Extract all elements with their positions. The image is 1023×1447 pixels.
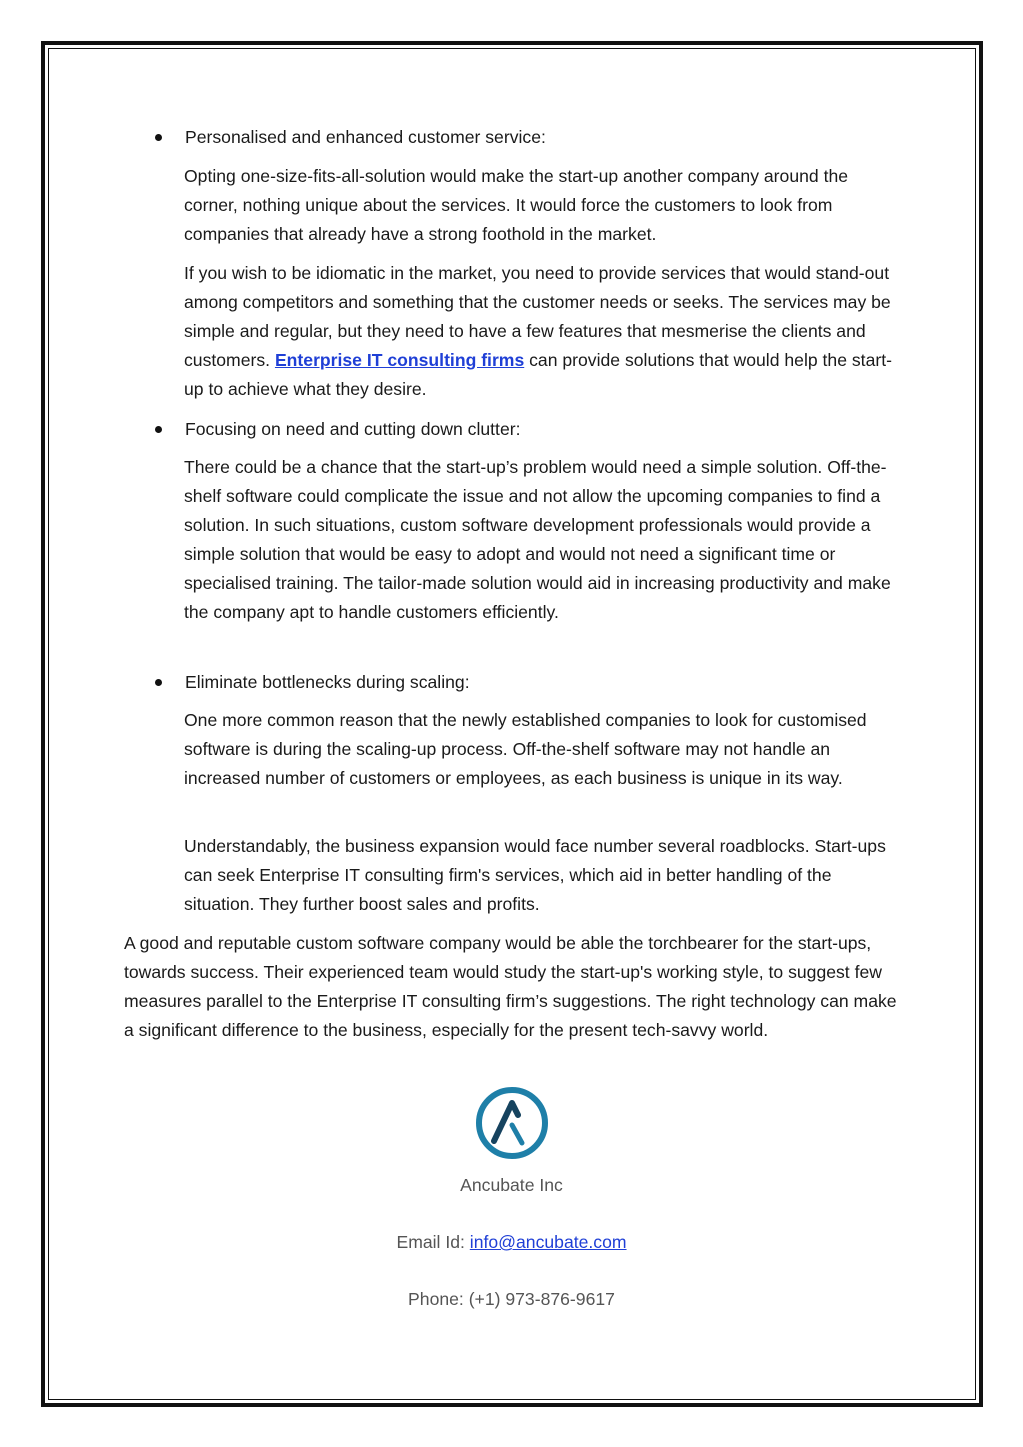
paragraph-text: If you wish to be idiomatic in the market, you need to provide services that would stand-out among competitors and something that the customer needs or seeks. The services may be simple and regular, but they need to have a few features that mesmerise the clients and customers. [184, 263, 891, 370]
paragraph-text: can provide solutions that would help the start-up to achieve what they desire. [184, 350, 892, 399]
email-label: Email Id: [396, 1232, 470, 1252]
section-heading-eliminate: Eliminate bottlenecks during scaling: [185, 672, 470, 692]
conclusion-paragraph: A good and reputable custom software company would be able the torchbearer for the start-ups, towards success. Their experienced team would study the start-up's working style, to suggest few measures parallel to the Enterprise IT consulting firm’s suggestions. The right technology can make a significant difference to the business, especially for the present tech-savvy world. [124, 933, 897, 1040]
section-paragraph: One more common reason that the newly established companies to look for customised software is during the scaling-up process. Off-the-shelf software may not handle an increased number of customers or employees, as each business is unique in its way. [184, 710, 867, 788]
section-paragraph: Understandably, the business expansion would face number several roadblocks. Start-ups can seek Enterprise IT consulting firm's services, which aid in better handling of the situation. They further boost sales and profits. [184, 836, 886, 914]
section-heading-focusing: Focusing on need and cutting down clutter: [185, 419, 521, 439]
ancubate-logo-icon [474, 1085, 550, 1161]
section-paragraph: Opting one-size-fits-all-solution would make the start-up another company around the corner, nothing unique about the services. It would force the customers to look from companies that already have a strong foothold in the market. [184, 166, 849, 244]
company-name: Ancubate Inc [460, 1175, 563, 1195]
section-heading-personalised: Personalised and enhanced customer service: [185, 127, 546, 147]
section-paragraph: There could be a chance that the start-up’s problem would need a simple solution. Off-the-shelf software could complicate the issue and not allow the upcoming companies to find a solution. In such situations, custom software development professionals would provide a simple solution that would be easy to adopt and would not need a significant time or specialised training. The tailor-made solution would aid in increasing productivity and make the company apt to handle customers efficiently. [184, 457, 891, 622]
email-link[interactable]: info@ancubate.com [469, 1232, 627, 1252]
phone-line: Phone: (+1) 973-876-9617 [408, 1289, 615, 1309]
bullet-icon [155, 426, 162, 433]
bullet-icon [155, 679, 162, 686]
email-line [0, 1228, 1023, 1257]
enterprise-it-consulting-link[interactable]: Enterprise IT consulting firms [274, 350, 525, 370]
bullet-icon [155, 134, 162, 141]
section-paragraph-with-link [184, 259, 904, 404]
